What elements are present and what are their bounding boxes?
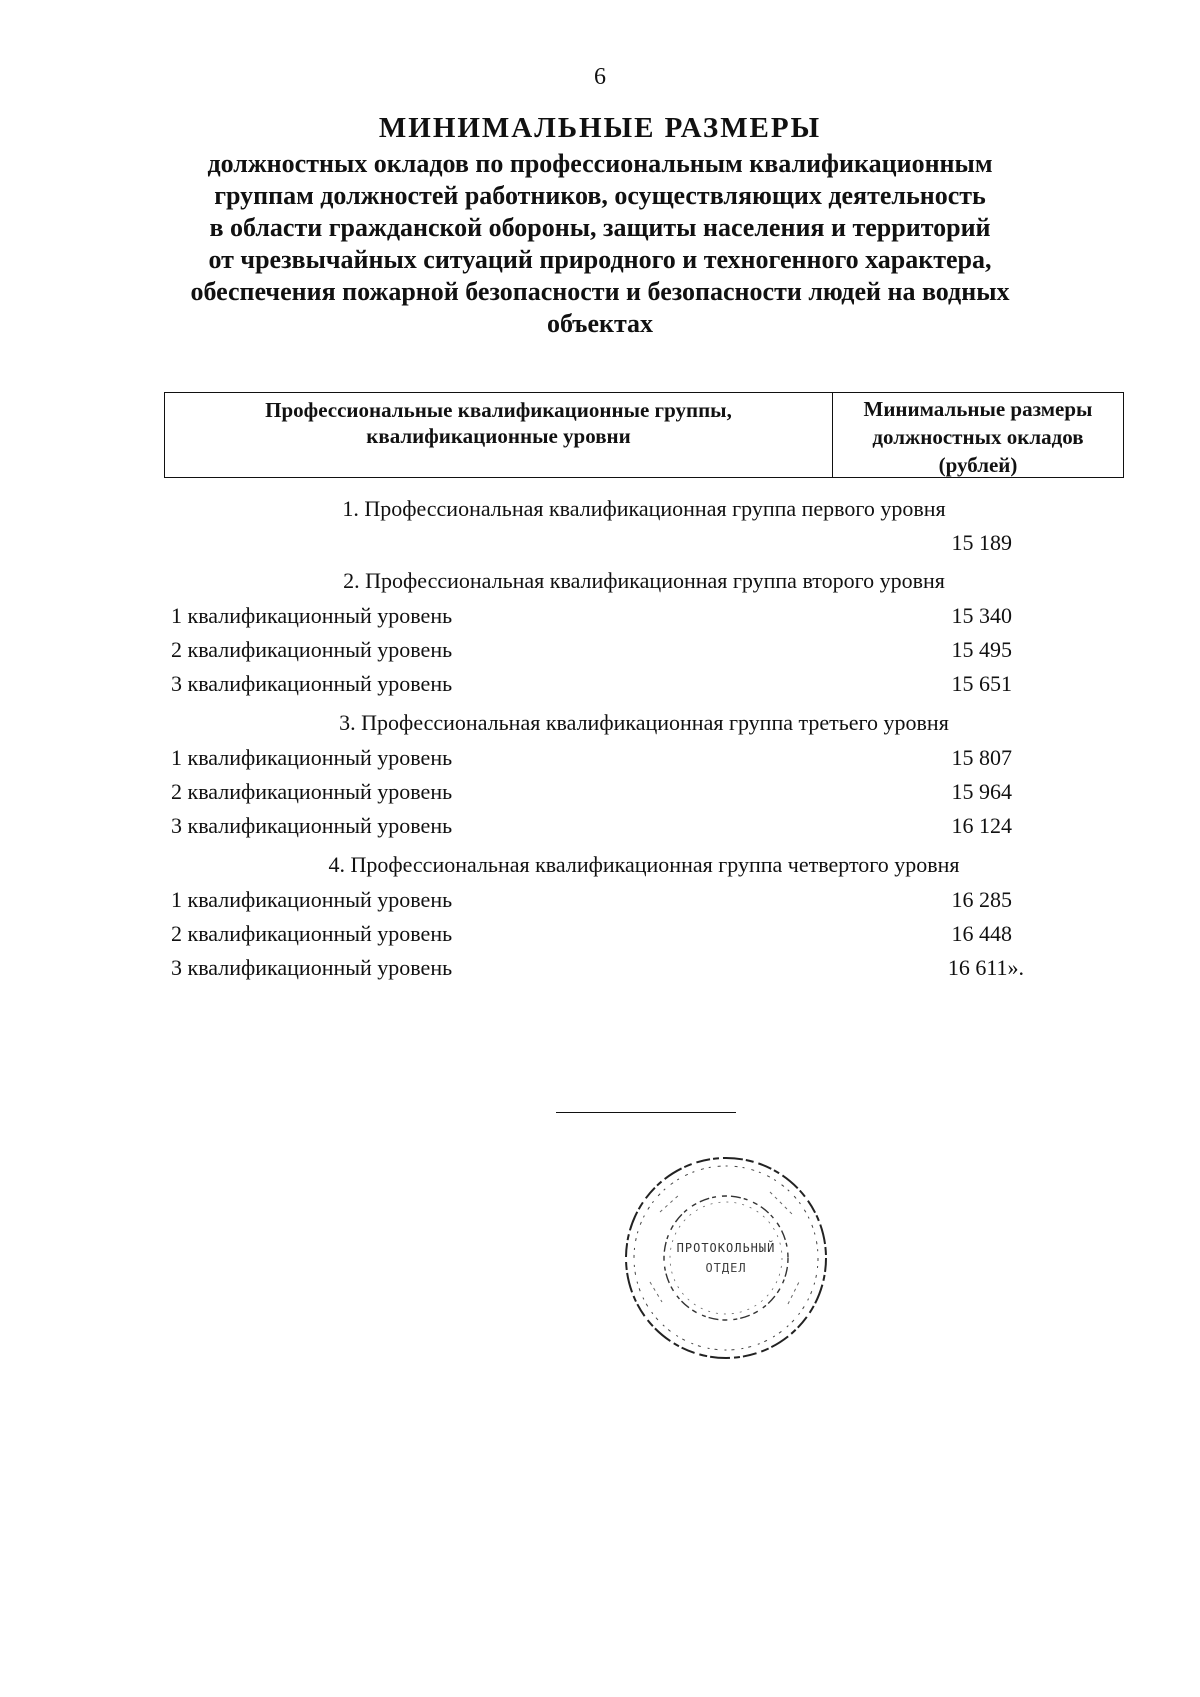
salary-value: 16 448 xyxy=(951,921,1012,946)
signature-line xyxy=(556,1112,736,1113)
level-label: 3 квалификационный уровень xyxy=(171,813,453,838)
group-title: 2. Профессиональная квалификационная группа второго уровня xyxy=(343,568,945,593)
salary-value: 16 611». xyxy=(947,955,1024,980)
header-text: Профессиональные квалификационные группы, xyxy=(265,398,732,422)
salary-value: 15 807 xyxy=(951,745,1012,770)
page-number: 6 xyxy=(594,64,606,90)
subtitle-line: от чрезвычайных ситуаций природного и техногенного характера, xyxy=(208,245,992,274)
group-title: 1. Профессиональная квалификационная группа первого уровня xyxy=(342,496,946,521)
official-stamp xyxy=(620,1152,832,1364)
level-label: 2 квалификационный уровень xyxy=(171,921,453,946)
header-salary-column xyxy=(833,393,1123,477)
level-label: 1 квалификационный уровень xyxy=(171,887,453,912)
subtitle-line: в области гражданской обороны, защиты населения и территорий xyxy=(209,213,991,242)
subtitle-line: должностных окладов по профессиональным квалификационным xyxy=(207,149,993,178)
stamp-text: ПРОТОКОЛЬНЫЙ xyxy=(676,1241,776,1255)
level-label: 1 квалификационный уровень xyxy=(171,603,453,628)
salary-value: 16 124 xyxy=(951,813,1012,838)
subtitle-line: обеспечения пожарной безопасности и безопасности людей на водных xyxy=(190,277,1010,306)
level-label: 3 квалификационный уровень xyxy=(171,671,453,696)
subtitle-line: объектах xyxy=(546,309,654,338)
level-label: 2 квалификационный уровень xyxy=(171,637,453,662)
stamp-text: ОТДЕЛ xyxy=(705,1261,747,1275)
group-title: 3. Профессиональная квалификационная группа третьего уровня xyxy=(339,710,949,735)
subtitle-line: группам должностей работников, осуществляющих деятельность xyxy=(214,181,986,210)
header-text: квалификационные уровни xyxy=(366,424,631,448)
salary-value: 15 651 xyxy=(951,671,1012,696)
level-label: 3 квалификационный уровень xyxy=(171,955,453,980)
salary-value: 15 189 xyxy=(951,530,1012,555)
table-header xyxy=(164,392,1124,478)
document-title: МИНИМАЛЬНЫЕ РАЗМЕРЫ xyxy=(378,112,822,144)
header-text: должностных окладов xyxy=(872,425,1084,449)
group-title: 4. Профессиональная квалификационная группа четвертого уровня xyxy=(328,852,960,877)
header-groups-column xyxy=(165,393,833,477)
level-label: 1 квалификационный уровень xyxy=(171,745,453,770)
level-label: 2 квалификационный уровень xyxy=(171,779,453,804)
salary-value: 15 495 xyxy=(951,637,1012,662)
salary-value: 15 340 xyxy=(951,603,1012,628)
salary-value: 15 964 xyxy=(951,779,1012,804)
header-text: Минимальные размеры xyxy=(863,397,1093,421)
header-text: (рублей) xyxy=(938,453,1018,477)
document-subtitle xyxy=(150,148,1050,340)
salary-value: 16 285 xyxy=(951,887,1012,912)
